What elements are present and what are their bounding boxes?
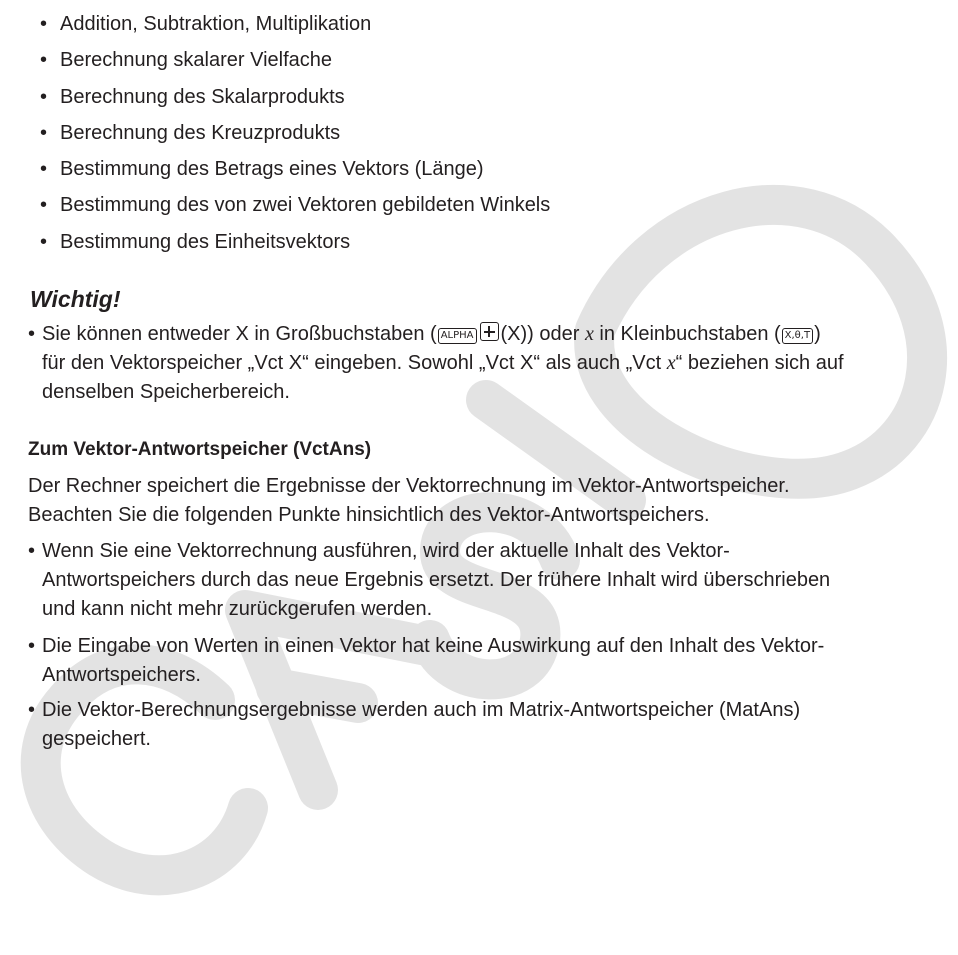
list-item: • Addition, Subtraktion, Multiplikation	[40, 13, 372, 35]
variable-x: x	[666, 352, 676, 374]
list-item: • Bestimmung des von zwei Vektoren gebildeten Winkels	[40, 194, 551, 217]
vctans-intro: Der Rechner speichert die Ergebnisse der Vektorrechnung im Vektor-Antwortspeicher. Beachten Sie die folgenden Punkte hinsichtlich des Vektor-Antwortspeichers.	[28, 475, 790, 526]
list-item: • Berechnung des Kreuzprodukts	[40, 121, 341, 144]
x-theta-t-key-icon: X,θ,T	[782, 328, 813, 344]
list-item: • Die Eingabe von Werten in einen Vektor hat keine Auswirkung auf den Inhalt des Vektor- Antwortspeichers.	[28, 635, 825, 686]
list-item: • Berechnung skalarer Vielfache	[40, 49, 333, 72]
vctans-heading: Zum Vektor-Antwortspeicher (VctAns)	[28, 439, 372, 460]
important-note: • Sie können entweder X in Großbuchstaben ( ALPHA (X)) oder x in Kleinbuchstaben ( X,θ,T ) für den Vektorspeicher „Vct X“ eingeben. Sowohl „Vct X“ als auch „Vct x“ beziehen sich auf denselben Speicherbereich.	[28, 323, 844, 403]
variable-x: x	[584, 323, 594, 345]
list-item: • Wenn Sie eine Vektorrechnung ausführen, wird der aktuelle Inhalt des Vektor- Antwortspeichers durch das neue Ergebnis ersetzt. Der frühere Inhalt wird überschrieben und kann nicht mehr zurückgerufen werden.	[28, 540, 831, 620]
list-item: • Berechnung des Skalarprodukts	[40, 85, 345, 108]
list-item: • Bestimmung des Betrags eines Vektors (Länge)	[40, 158, 484, 181]
important-heading: Wichtig!	[30, 286, 121, 312]
alpha-key-icon: ALPHA	[438, 328, 477, 344]
list-item: • Die Vektor-Berechnungsergebnisse werden auch im Matrix-Antwortspeicher (MatAns) gespeichert.	[28, 699, 801, 750]
feature-list	[40, 10, 550, 264]
plus-key-icon	[480, 322, 499, 341]
list-item: • Bestimmung des Einheitsvektors	[40, 230, 351, 253]
